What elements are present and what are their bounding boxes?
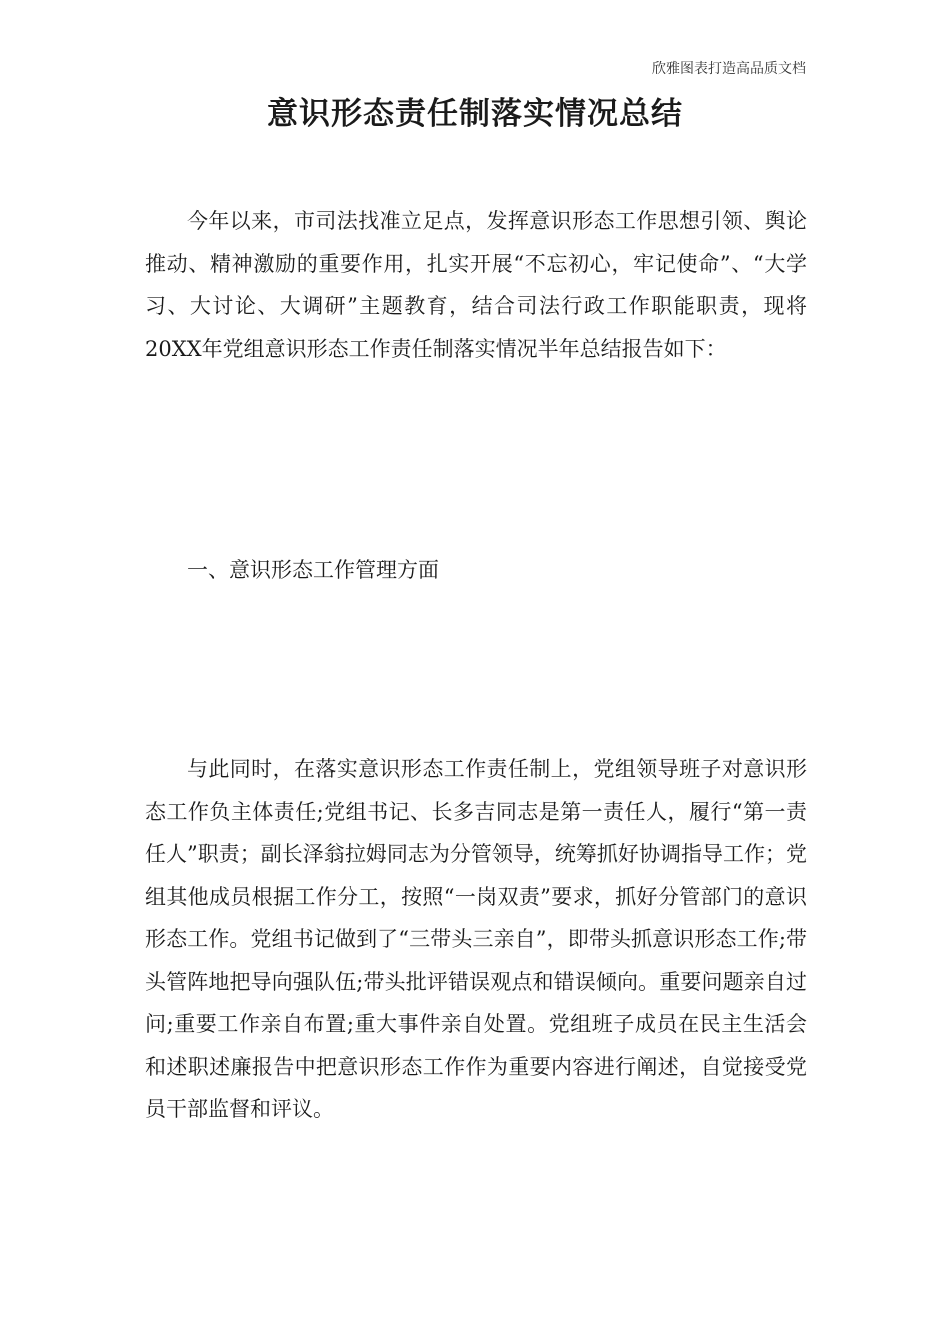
section-body-paragraph: 与此同时，在落实意识形态工作责任制上，党组领导班子对意识形态工作负主体责任;党组书记、长多吉同志是第一责任人，履行“第一责任人”职责；副长泽翁拉姆同志为分管领导，统筹抓好协调指导工作；党组其他成员根据工作分工，按照“一岗双责”要求，抓好分管部门的意识形态工作。党组书记做到了“三带头三亲自”，即带头抓意识形态工作;带头管阵地把导向强队伍;带头批评错误观点和错误倾向。重要问题亲自过问;重要工作亲自布置;重大事件亲自处置。党组班子成员在民主生活会和述职述廉报告中把意识形态工作作为重要内容进行阐述，自觉接受党员干部监督和评议。: [145, 757, 807, 1121]
intro-paragraph: 今年以来，市司法找准立足点，发挥意识形态工作思想引领、舆论推动、精神激励的重要作用，扎实开展“不忘初心，牢记使命”、“大学习、大讨论、大调研”主题教育，结合司法行政工作职能职责，现将20XX年党组意识形态工作责任制落实情况半年总结报告如下：: [145, 209, 807, 361]
header-note: 欣雅图表打造高品质文档: [652, 61, 806, 77]
section-heading: 一、意识形态工作管理方面: [187, 558, 439, 582]
document-title: 意识形态责任制落实情况总结: [267, 96, 683, 132]
